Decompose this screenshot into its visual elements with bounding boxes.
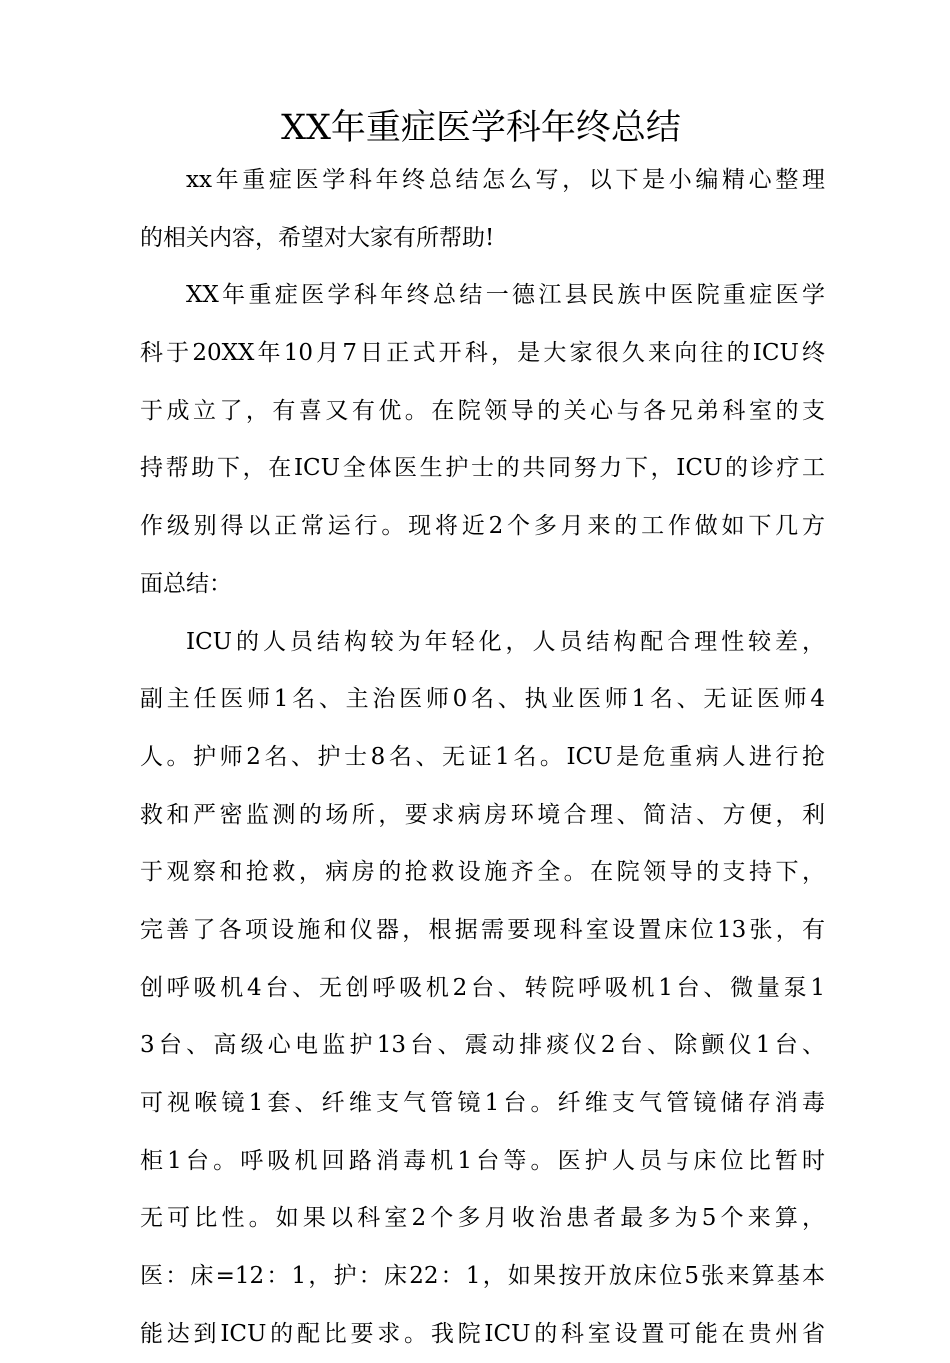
document-title: XX年重症医学科年终总结	[281, 108, 681, 148]
paragraph-2-line-4: 持帮助下，在ICU全体医生护士的共同努力下，ICU的诊疗工	[140, 455, 825, 482]
paragraph-3-line-1: ICU的人员结构较为年轻化，人员结构配合理性较差，	[186, 628, 825, 655]
paragraph-3-line-10: 柜1台。呼吸机回路消毒机1台等。医护人员与床位比暂时	[140, 1147, 825, 1174]
paragraph-3-line-9: 可视喉镜1套、纤维支气管镜1台。纤维支气管镜储存消毒	[140, 1090, 825, 1116]
paragraph-2-line-3: 于成立了，有喜又有优。在院领导的关心与各兄弟科室的支	[140, 397, 825, 424]
paragraph-2-line-5: 作级别得以正常运行。现将近2个多月来的工作做如下几方	[140, 513, 825, 540]
paragraph-1-line-1: xx年重症医学科年终总结怎么写，以下是小编精心整理	[186, 167, 825, 193]
paragraph-3-line-8: 3台、高级心电监护13台、震动排痰仪2台、除颤仪1台、	[140, 1032, 825, 1059]
paragraph-3-line-5: 于观察和抢救，病房的抢救设施齐全。在院领导的支持下，	[140, 859, 825, 886]
paragraph-3-line-13: 能达到ICU的配比要求。我院ICU的科室设置可能在贵州省	[140, 1320, 825, 1347]
paragraph-2-line-1: XX年重症医学科年终总结一德江县民族中医院重症医学	[186, 282, 825, 309]
paragraph-3-line-11: 无可比性。如果以科室2个多月收治患者最多为5个来算，	[140, 1205, 825, 1232]
paragraph-2-line-2: 科于20XX年10月7日正式开科，是大家很久来向往的ICU终	[140, 340, 825, 367]
paragraph-3-line-3: 人。护师2名、护士8名、无证1名。ICU是危重病人进行抢	[140, 743, 825, 770]
paragraph-3-line-6: 完善了各项设施和仪器，根据需要现科室设置床位13张，有	[140, 916, 825, 943]
paragraph-1-line-2: 的相关内容，希望对大家有所帮助!	[140, 224, 495, 251]
paragraph-2-line-6: 面总结：	[140, 570, 232, 597]
paragraph-3-line-7: 创呼吸机4台、无创呼吸机2台、转院呼吸机1台、微量泵1	[140, 974, 825, 1001]
paragraph-3-line-12: 医：床=12：1，护：床22：1，如果按开放床位5张来算基本	[140, 1263, 825, 1290]
paragraph-3-line-4: 救和严密监测的场所，要求病房环境合理、简洁、方便，利	[140, 801, 825, 828]
paragraph-3-line-2: 副主任医师1名、主治医师0名、执业医师1名、无证医师4	[140, 686, 825, 713]
document-body	[140, 152, 825, 1363]
